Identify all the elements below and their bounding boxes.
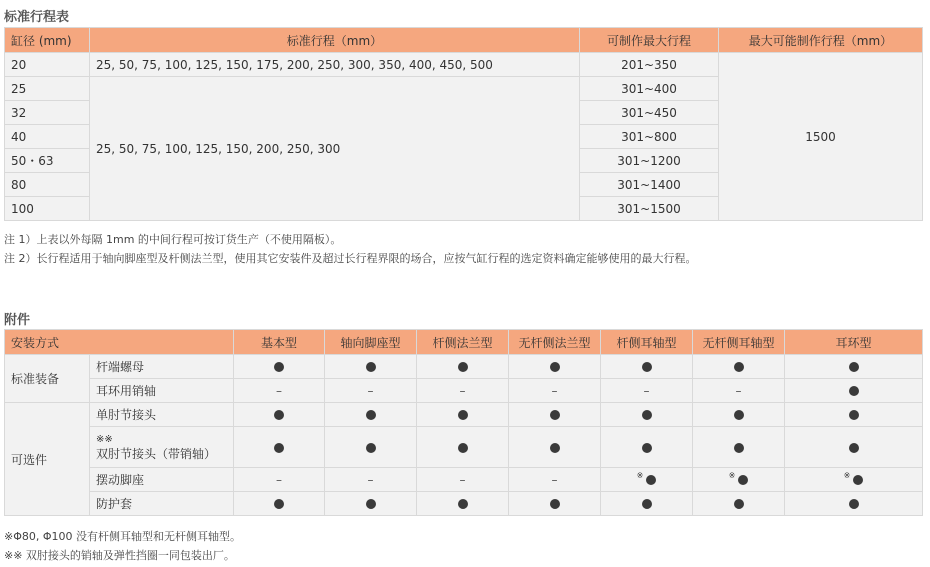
header-max-possible: 最大可能制作行程（mm）	[719, 28, 923, 53]
bullet-dot-icon	[366, 362, 376, 372]
dash-mark: –	[551, 383, 558, 398]
mark-cell	[325, 379, 417, 403]
stroke-table-header	[5, 28, 923, 53]
accessory-table-title: 附件	[4, 313, 31, 328]
mark-cell	[601, 492, 693, 516]
mark-cell	[693, 427, 785, 468]
item-cell: 单肘节接头	[90, 403, 234, 427]
bullet-dot-icon	[458, 410, 468, 420]
mark-cell	[509, 468, 601, 492]
item-cell: 杆端螺母	[90, 355, 234, 379]
mark-cell	[234, 355, 325, 379]
bore-cell: 32	[5, 101, 90, 125]
max-stroke-cell: 301~400	[580, 77, 719, 101]
mark-cell	[417, 492, 509, 516]
group-cell: 可选件	[5, 403, 90, 516]
stroke-note-2: 注 2）长行程适用于轴向脚座型及杆侧法兰型，使用其它安装件及超过长行程界限的场合，应按气缸行程的选定资料确定能够使用的最大行程。	[4, 252, 697, 265]
mark-cell	[234, 379, 325, 403]
mark-cell	[601, 468, 693, 492]
mark-cell	[325, 427, 417, 468]
mark-cell	[417, 355, 509, 379]
bore-cell: 25	[5, 77, 90, 101]
mark-cell	[234, 468, 325, 492]
mark-cell	[417, 379, 509, 403]
mark-cell	[325, 403, 417, 427]
stroke-note-1: 注 1）上表以外每隔 1mm 的中间行程可按订货生产（不使用隔板）。	[4, 233, 342, 246]
bullet-dot-icon	[274, 499, 284, 509]
bullet-dot-icon	[458, 443, 468, 453]
bore-cell: 20	[5, 53, 90, 77]
bullet-dot-icon	[550, 362, 560, 372]
mark-cell	[509, 492, 601, 516]
bullet-dot-icon	[366, 443, 376, 453]
bullet-dot-icon	[734, 362, 744, 372]
group-cell: 标准装备	[5, 355, 90, 403]
bore-cell: 80	[5, 173, 90, 197]
bullet-dot-icon	[849, 410, 859, 420]
mark-cell	[785, 355, 923, 379]
mark-cell	[325, 355, 417, 379]
dash-mark: –	[367, 383, 374, 398]
dash-mark: –	[276, 472, 283, 487]
table-row	[5, 379, 923, 403]
table-row	[5, 403, 923, 427]
max-stroke-cell: 301~800	[580, 125, 719, 149]
mark-cell	[693, 468, 785, 492]
mark-cell	[417, 403, 509, 427]
item-label: 双肘节接头（带销轴）	[96, 447, 217, 461]
max-stroke-cell: 301~1200	[580, 149, 719, 173]
item-note-mark: ※※	[96, 434, 113, 445]
dash-mark: –	[459, 472, 466, 487]
mark-cell	[693, 379, 785, 403]
bullet-dot-icon	[274, 362, 284, 372]
table-row	[5, 492, 923, 516]
header-bore: 缸径 (mm)	[5, 28, 90, 53]
header-mount-column: 杆侧法兰型	[417, 330, 509, 355]
mark-cell	[601, 379, 693, 403]
bullet-dot-icon	[849, 499, 859, 509]
mark-cell	[601, 403, 693, 427]
bullet-dot-icon	[550, 499, 560, 509]
mark-cell	[417, 468, 509, 492]
dash-mark: –	[367, 472, 374, 487]
stroke-table-title: 标准行程表	[4, 10, 70, 25]
note-mark: ※	[636, 470, 644, 480]
header-mount-column: 无杆侧耳轴型	[693, 330, 785, 355]
item-cell: 防护套	[90, 492, 234, 516]
bullet-dot-icon	[274, 443, 284, 453]
bullet-dot-icon	[642, 362, 652, 372]
accessory-table	[4, 329, 923, 516]
max-possible-cell: 1500	[719, 53, 923, 221]
mark-cell	[234, 403, 325, 427]
table-row	[5, 468, 923, 492]
mark-cell	[693, 355, 785, 379]
bullet-dot-icon	[849, 443, 859, 453]
dash-mark: –	[551, 472, 558, 487]
mark-cell	[509, 403, 601, 427]
bullet-dot-icon	[849, 362, 859, 372]
bullet-dot-icon	[738, 475, 748, 485]
dash-mark: –	[276, 383, 283, 398]
dash-mark: –	[459, 383, 466, 398]
mark-cell	[693, 403, 785, 427]
standard-stroke-cell: 25, 50, 75, 100, 125, 150, 175, 200, 250, 300, 350, 400, 450, 500	[90, 53, 580, 77]
bore-cell: 100	[5, 197, 90, 221]
mark-cell	[417, 427, 509, 468]
mark-cell	[325, 492, 417, 516]
standard-stroke-cell: 25, 50, 75, 100, 125, 150, 200, 250, 300	[90, 77, 580, 221]
bullet-dot-icon	[550, 443, 560, 453]
bullet-dot-icon	[642, 410, 652, 420]
bullet-dot-icon	[366, 410, 376, 420]
max-stroke-cell: 301~1500	[580, 197, 719, 221]
header-standard-stroke: 标准行程（mm）	[90, 28, 580, 53]
mark-cell	[785, 379, 923, 403]
table-row	[5, 53, 923, 77]
header-mount-column: 基本型	[234, 330, 325, 355]
mark-cell	[325, 468, 417, 492]
bullet-dot-icon	[550, 410, 560, 420]
header-mount-column: 无杆侧法兰型	[509, 330, 601, 355]
mark-cell	[601, 427, 693, 468]
bullet-dot-icon	[734, 443, 744, 453]
bullet-dot-icon	[458, 362, 468, 372]
bore-cell: 50・63	[5, 149, 90, 173]
mark-cell	[785, 427, 923, 468]
bullet-dot-icon	[849, 386, 859, 396]
mark-cell	[785, 492, 923, 516]
mark-cell	[509, 355, 601, 379]
max-stroke-cell: 201~350	[580, 53, 719, 77]
item-cell: 耳环用销轴	[90, 379, 234, 403]
dash-mark: –	[643, 383, 650, 398]
mark-cell	[785, 403, 923, 427]
header-mount-type: 安装方式	[5, 330, 234, 355]
note-mark: ※	[728, 470, 736, 480]
note-mark: ※	[843, 470, 851, 480]
mark-cell	[234, 492, 325, 516]
table-row	[5, 427, 923, 468]
dash-mark: –	[735, 383, 742, 398]
max-stroke-cell: 301~1400	[580, 173, 719, 197]
accessory-note-2: ※※ 双肘接头的销轴及弹性挡圈一同包装出厂。	[4, 549, 235, 562]
bore-cell: 40	[5, 125, 90, 149]
bullet-dot-icon	[274, 410, 284, 420]
bullet-dot-icon	[458, 499, 468, 509]
mark-cell	[693, 492, 785, 516]
item-cell	[90, 427, 234, 468]
mark-cell	[234, 427, 325, 468]
header-mount-column: 轴向脚座型	[325, 330, 417, 355]
table-row	[5, 355, 923, 379]
bullet-dot-icon	[734, 499, 744, 509]
bullet-dot-icon	[853, 475, 863, 485]
mark-cell	[509, 427, 601, 468]
accessory-note-1: ※Φ80, Φ100 没有杆侧耳轴型和无杆侧耳轴型。	[4, 530, 242, 543]
header-mount-column: 杆侧耳轴型	[601, 330, 693, 355]
header-max-stroke: 可制作最大行程	[580, 28, 719, 53]
max-stroke-cell: 301~450	[580, 101, 719, 125]
header-mount-column: 耳环型	[785, 330, 923, 355]
mark-cell	[509, 379, 601, 403]
bullet-dot-icon	[734, 410, 744, 420]
bullet-dot-icon	[642, 499, 652, 509]
bullet-dot-icon	[646, 475, 656, 485]
mark-cell	[785, 468, 923, 492]
stroke-table	[4, 27, 923, 221]
bullet-dot-icon	[366, 499, 376, 509]
bullet-dot-icon	[642, 443, 652, 453]
item-cell: 摆动脚座	[90, 468, 234, 492]
accessory-table-header	[5, 330, 923, 355]
mark-cell	[601, 355, 693, 379]
